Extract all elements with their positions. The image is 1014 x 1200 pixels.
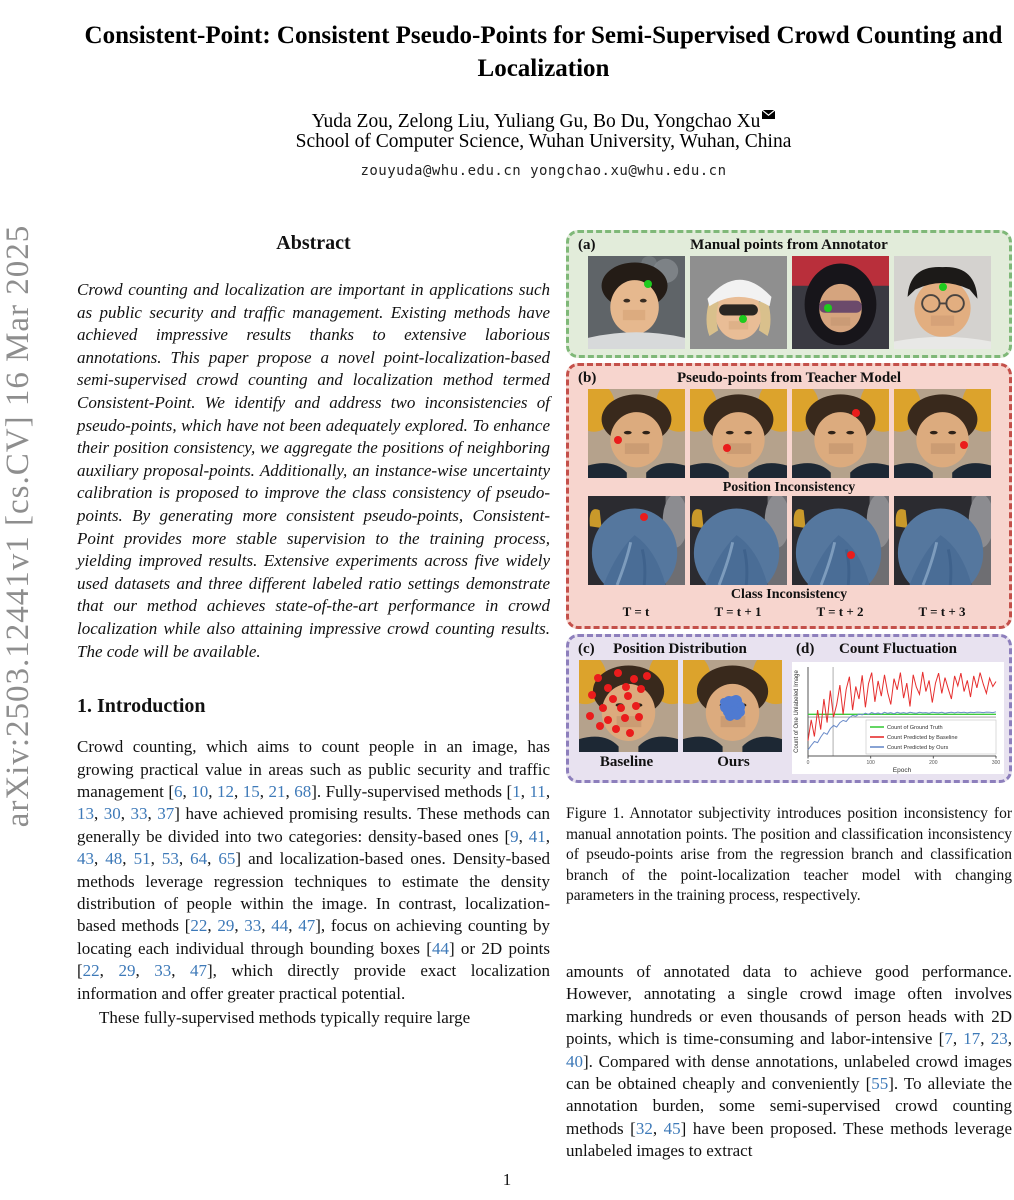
author-emails: zouyuda@whu.edu.cn yongchao.xu@whu.edu.cn [360,163,727,179]
red-point-marker [630,675,638,683]
arxiv-watermark: arXiv:2503.12441v1 [cs.CV] 16 Mar 2025 [0,224,36,828]
panel-b-row1-images [574,389,1004,478]
red-point-marker [599,704,607,712]
figure-panel-d [792,639,1004,774]
svg-text:Count of Ground Truth: Count of Ground Truth [887,725,943,731]
ours-label: Ours [717,754,750,770]
time-labels [574,604,1004,620]
panel-c-images [574,660,786,752]
citation-link[interactable]: 68 [294,781,312,801]
red-point-marker [637,685,645,693]
red-point-marker [609,695,617,703]
figure-panel-b [566,363,1012,629]
time-label-t2: T = t + 2 [816,604,864,619]
red-point-marker [621,714,629,722]
citation-link[interactable]: 23 [990,1029,1008,1049]
right-column-paragraph: amounts of annotated data to achieve good performance. However, annotating a single crowd image often involves marking hundreds or even thousands of person heads with 2D points, which is time-consuming and labor-intensive [7, 17, 23, 40]. Compared with dense annotations, unlabeled crowd images can be obtained cheaply and conveniently [55]. To alleviate the annotation burden, some semi-supervised crowd counting methods [32, 45] have been proposed. These methods leverage unlabeled images to extract [566,961,1013,1161]
red-point-marker [723,444,731,452]
panel-d-label: (d) [796,641,815,657]
red-point-marker [614,669,622,677]
citation-link[interactable]: 33 [154,961,172,981]
citation-link[interactable]: 64 [190,849,208,869]
panel-b-header [574,368,1004,389]
red-point-marker [960,441,968,449]
panel-c-title: Position Distribution [613,641,747,657]
panel-a-title: Manual points from Annotator [690,237,888,253]
red-point-marker [635,713,643,721]
citation-link[interactable]: 11 [529,781,546,801]
red-point-marker [604,716,612,724]
red-point-marker [617,704,625,712]
blue-point-marker [728,696,738,706]
author-names: Yuda Zou, Zelong Liu, Yuliang Gu, Bo Du, Yongchao Xu [311,111,761,132]
page-number: 1 [502,1170,512,1189]
blue-point-marker [725,711,735,721]
figure-face-image [683,660,782,752]
citation-link[interactable]: 1 [512,781,521,801]
svg-text:100: 100 [866,760,875,766]
svg-text:200: 200 [929,760,938,766]
panel-a-header [574,235,1004,256]
abstract-text: Crowd counting and localization are important in applications such as public security and traffic management. Existing methods have achieved impressive results thanks to extensive laborious annotations. This paper propose a novel point-localization-based semi-supervised crowd counting and localization method termed Consistent-Point. We identify and address two inconsistencies of pseudo-points, which have not been adequately explored. To enhance their position consistency, we aggregate the positions of neighboring auxiliary proposal-points. Additionally, an instance-wise uncertainty calibration is proposed to improve the class consistency of pseudo-points. By generating more consistent pseudo-points, Consistent-Point provides more stable supervision to the training process, yielding improved results. Extensive experiments across five widely used datasets and three different labeled ratio settings demonstrate that our method achieves state-of-the-art performance in crowd localization while also attaining impressive crowd counting results. The code will be available. [77,280,550,661]
red-point-marker [632,702,640,710]
baseline-label: Baseline [599,754,654,770]
svg-text:300: 300 [991,760,1000,766]
panel-c-label: (c) [578,641,595,657]
author-line [77,103,1010,133]
red-point-marker [594,674,602,682]
citation-link[interactable]: 29 [118,961,136,981]
citation-link[interactable]: 6 [174,781,183,801]
figure-face-image [792,256,889,349]
figure-face-image [690,496,787,585]
panel-b-label: (b) [578,370,597,386]
red-point-marker [626,729,634,737]
panel-c-captions [574,754,786,771]
red-point-marker [612,725,620,733]
citation-link[interactable]: 33 [244,916,262,936]
red-point-marker [622,683,630,691]
panel-a-label: (a) [578,237,596,253]
figure-face-image [588,389,685,478]
figure-face-image [792,496,889,585]
green-point-marker [939,283,947,291]
green-point-marker [739,315,747,323]
green-point-marker [824,304,832,312]
panel-a-images [574,256,1004,349]
time-label-t0: T = t [622,604,650,619]
svg-text:0: 0 [806,760,810,766]
affiliation: School of Computer Science, Wuhan University, Wuhan, China [295,131,792,152]
citation-link[interactable]: 22 [190,916,208,936]
citation-link[interactable]: 30 [103,804,121,824]
citation-link[interactable]: 51 [133,849,151,869]
citation-link[interactable]: 32 [635,1118,653,1138]
red-point-marker [624,692,632,700]
panel-b-title: Pseudo-points from Teacher Model [676,370,902,386]
count-fluctuation-chart [792,662,1004,774]
citation-link[interactable]: 55 [871,1074,889,1093]
figure-face-image [579,660,678,752]
figure-face-image [792,389,889,478]
citation-link[interactable]: 29 [217,916,235,936]
abstract-heading: Abstract [276,232,351,254]
citation-link[interactable]: 40 [566,1051,583,1071]
citation-link[interactable]: 47 [189,961,207,981]
figure-1 [566,230,1012,907]
figure-face-image [894,496,991,585]
citation-link[interactable]: 15 [242,781,260,801]
figure-face-image [588,496,685,585]
panel-d-title: Count Fluctuation [839,641,957,657]
blue-point-marker [720,698,728,706]
citation-link[interactable]: 22 [82,961,100,981]
panel-b-row2-images [574,496,1004,585]
citation-link[interactable]: 33 [130,804,148,824]
paper-title: Consistent-Point: Consistent Pseudo-Points for Semi-Supervised Crowd Counting and Localization [84,21,1003,82]
citation-link[interactable]: 53 [161,849,179,869]
time-label-t3: T = t + 3 [918,604,966,619]
citation-link[interactable]: 47 [298,916,316,936]
red-point-marker [588,691,596,699]
red-point-marker [614,436,622,444]
citation-link[interactable]: 65 [218,849,236,869]
citation-link[interactable]: 41 [528,826,546,846]
svg-text:Count Predicted by Ours: Count Predicted by Ours [887,745,949,751]
citation-link[interactable]: 37 [157,804,175,824]
citation-link[interactable]: 12 [217,781,235,801]
red-point-marker [586,712,594,720]
figure-panel-cd [566,634,1012,783]
citation-link[interactable]: 9 [510,826,519,846]
right-column [566,230,1012,1163]
citation-link[interactable]: 48 [105,849,123,869]
green-point-marker [644,280,652,288]
citation-link[interactable]: 43 [77,849,94,869]
citation-link[interactable]: 13 [77,804,94,824]
citation-link[interactable]: 7 [944,1029,953,1049]
introduction-paragraph-2: These fully-supervised methods typically require large [99,1007,471,1027]
left-column [77,232,550,1029]
red-point-marker [852,409,860,417]
figure-face-image [588,256,685,349]
citation-link[interactable]: 17 [963,1029,981,1049]
citation-link[interactable]: 44 [431,938,449,958]
introduction-paragraph-1: Crowd counting, which aims to count people in an image, has growing practical value in areas such as public security and traffic management [6, 10, 12, 15, 21, 68]. Fully-supervised methods [1, 11, 13, 30, 33, 37] have achieved promising results. These methods can generally be divided into two categories: density-based ones [9, 41, 43, 48, 51, 53, 64, 65] and localization-based ones. Density-based methods leverage regression techniques to estimate the density distribution of people within the image. In contrast, localization-based methods [22, 29, 33, 44, 47], focus on achieving counting by locating each individual through bounding boxes [44] or 2D points [22, 29, 33, 47], which directly provide exact localization information and offer greater practical potential. [77,737,551,1003]
citation-link[interactable]: 45 [663,1118,681,1138]
envelope-icon [762,103,775,125]
position-inconsistency-label: Position Inconsistency [722,480,856,495]
citation-link[interactable]: 10 [191,781,209,801]
red-point-marker [643,672,651,680]
red-point-marker [596,722,604,730]
citation-link[interactable]: 44 [271,916,289,936]
figure-face-image [690,389,787,478]
svg-text:Count Predicted by Baseline: Count Predicted by Baseline [887,735,958,741]
svg-text:Count of One Unlabeled Image: Count of One Unlabeled Image [794,670,800,753]
red-point-marker [640,513,648,521]
time-label-t1: T = t + 1 [714,604,762,619]
citation-link[interactable]: 21 [268,781,286,801]
chart-svg [792,662,1000,774]
section-heading-introduction: 1. Introduction [77,695,206,718]
class-inconsistency-label: Class Inconsistency [730,587,848,602]
figure-1-caption: Figure 1. Annotator subjectivity introduces position inconsistency for manual annotation points. The position and classification inconsistency of pseudo-points arise from the regression branch and classification branch of the point-localization teacher model with changing parameters in the training process, respectively. [566,805,1012,905]
figure-face-image [894,389,991,478]
figure-face-image [690,256,787,349]
svg-text:Epoch: Epoch [892,767,912,774]
figure-panel-a [566,230,1012,358]
red-point-marker [847,551,855,559]
figure-panel-c [574,639,786,774]
figure-face-image [894,256,991,349]
red-point-marker [604,684,612,692]
